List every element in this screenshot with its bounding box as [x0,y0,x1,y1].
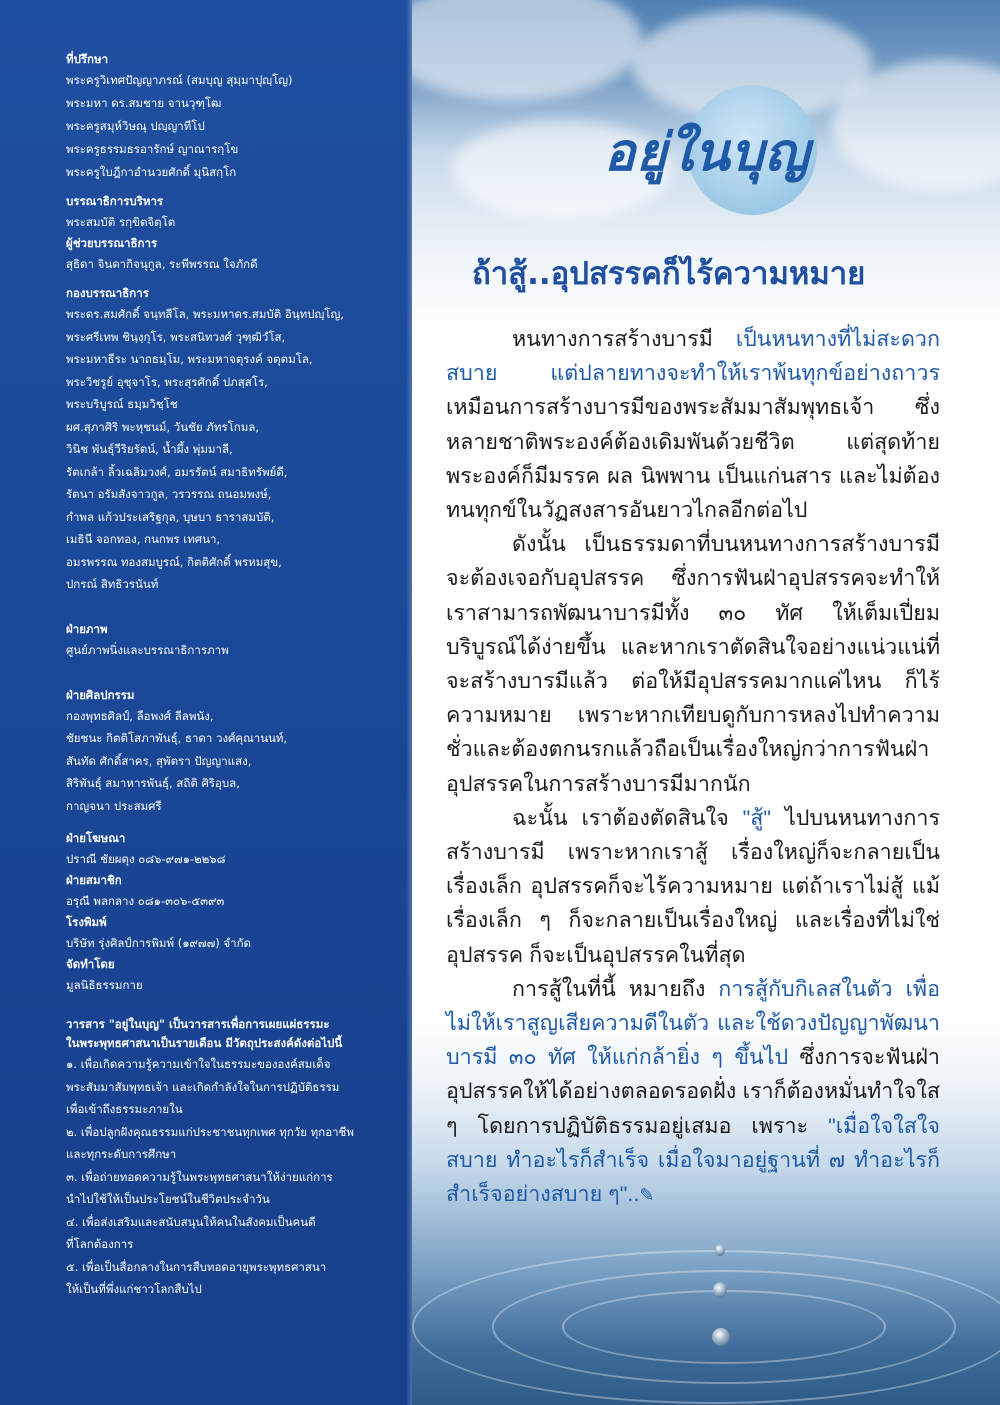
purpose-heading-2: ในพระพุทธศาสนาเป็นรายเดือน มีวัตถุประสงค์ดังต่อไปนี้ [66,1036,343,1050]
printer-heading: โรงพิมพ์ [66,915,107,929]
editorial-line: พระวิชรูย์ อุชุจาโร, พระสุรศักดิ์ ปภสฺสโร, [66,374,268,389]
art-line: กองพุทธศิลป์, ลือพงศ์ ลีลพนัง, [66,708,214,723]
water-drop-icon [713,1282,727,1298]
advisor-1: พระครูวิเทศปัญญาภรณ์ (สมบุญ สุมฺมาปุญฺโญ) [66,73,293,87]
paragraph-4 [446,972,940,1212]
article-body [446,322,940,1212]
water-drop-icon [715,1244,725,1256]
p2-text: ดังนั้น เป็นธรรมดาที่บนหนทางการสร้างบารมีจะต้องเจอกับอุปสรรค ซึ่งการฟันฝ่าอุปสรรคจะทำให้เราสามารถพัฒนาบารมีทั้ง ๓๐ ทัศ ให้เต็มเปี่ยมบริบูรณ์ได้ง่ายขึ้น และหากเราตัดสินใจอย่างแน่วแน่ที่จะสร้างบารมีแล้ว ต่อให้มีอุปสรรคมากแค่ไหน ก็ไร้ความหมาย เพราะหากเทียบดูกับการหลงไปทำความชั่วและต้องตกนรกแล้วถือเป็นเรื่องใหญ่กว่าการฟันฝ่าอุปสรรคในการสร้างบารมีมากนัก [446,532,940,796]
paragraph-2 [446,527,940,801]
printer: บริษัท รุ่งศิลป์การพิมพ์ (๑๙๗๗) จำกัด [66,936,251,950]
article-panel [412,0,1000,1405]
editorial-line: พระดร.สมศักดิ์ จนฺทสีโล, พระมหาดร.สมบัติ อินฺทปญฺโญ, [66,307,344,321]
editorial-line: กำพล แก้วประเสริฐกุล, บุษบา ธาราสมบัติ, [66,509,275,524]
art-line: สิริพันธุ์ สมาหารพันธุ์, สถิติ ศิริอุบล, [66,776,240,790]
members-contact: อรุณี พลกลาง ๐๘๑-๓๐๖-๕๓๙๓ [66,894,225,908]
editorial-line: รัตนา อรัมสังจาวกูล, วรวรรณ ถนอมพงษ์, [66,487,272,501]
p4-text: การสู้ในที่นี้ หมายถึง [512,976,719,1001]
editorial-line: พระบริบูรณ์ ธมฺมวิชฺโช [66,397,178,411]
purpose-line: พระสัมมาสัมพุทธเจ้า และเกิดกำลังใจในการปฏิบัติธรรม [66,1079,340,1094]
advisor-5: พระครูใบฎีกาอำนวยศักดิ์ มุนิสกฺโก [66,165,237,179]
water-ripple [412,1250,1000,1404]
p1-text: หนทางการสร้างบารมี [512,327,736,351]
advisor-2: พระมหา ดร.สมชาย จานวุฑฺโฒ [66,96,222,110]
editorial-line: วินิช พันธุ์วีริยรัตน์, น้ำผึ้ง พุ่มมาลี, [66,442,233,456]
photo-team: ศูนย์ภาพนิ่งและบรรณาธิการภาพ [66,642,229,657]
producer: มูลนิธิธรรมกาย [66,978,143,992]
magazine-logo: อยู่ในบุญ [604,122,810,183]
advisor-4: พระครูธรรมธรอารักษ์ ญาณารกฺโข [66,142,239,156]
p3-text-cont: ไปบนหนทางการสร้างบารมี เพราะหากเราสู้ เรื่องใหญ่ก็จะกลายเป็นเรื่องเล็ก อุปสรรคก็จะไร้ความหมาย แต่ถ้าเราไม่สู้ แม้เรื่องเล็ก ๆ ก็จะกลายเป็นเรื่องใหญ่ และเรื่องที่ไม่ใช่อุปสรรค ก็จะเป็นอุปสรรคในที่สุด [446,805,940,967]
purpose-line: นำไปใช้ให้เป็นประโยชน์ในชีวิตประจำวัน [66,1192,270,1206]
asst-editor-heading: ผู้ช่วยบรรณาธิการ [66,236,158,250]
exec-editor: พระสมบัติ รกฺขิตจิตฺโต [66,215,176,229]
purpose-line: ๓. เพื่อถ่ายทอดความรู้ในพระพุทธศาสนาให้ง่ายแก่การ [66,1169,333,1184]
ads-heading: ฝ่ายโฆษณา [66,831,126,845]
p1-highlight: เป็นหนทางที่ไม่สะดวกสบาย แต่ปลายทางจะทำให้เราพ้นทุกข์อย่างถาวร [446,327,940,386]
purpose-line: ๔. เพื่อส่งเสริมและสนับสนุนให้คนในสังคมเป็นคนดี [66,1214,316,1229]
art-line: กาญจนา ประสมศรี [66,798,162,813]
ads-contact: ปราณี ชัยผดุง ๐๘๖-๙๗๑-๒๒๖๘ [66,852,226,866]
exec-editor-heading: บรรณาธิการบริหาร [66,194,164,208]
editorial-line: ปกรณ์ สิทธิวรนันท์ [66,577,159,591]
editorial-line: ผศ.สุภาศิริ พะหุชนม์, วันชัย ภัทรโกมล, [66,419,260,434]
editorial-line: รัตเกล้า ลิ้วเฉลิมวงศ์, อมรรัตน์ สมาธิทรัพย์ดี, [66,464,288,479]
purpose-line: ที่โลกต้องการ [66,1237,134,1251]
art-line: ชัยชนะ กิตติโสภาพันธุ์, ธาดา วงศ์คุณานนท์, [66,731,288,745]
advisors-heading: ที่ปรึกษา [66,52,109,66]
p3-text: ฉะนั้น เราต้องตัดสินใจ [512,805,743,830]
editorial-line: พระมหาธีระ นาถธมฺโม, พระมหาจตุรงค์ จตุตมโล, [66,352,313,366]
purpose-line: ให้เป็นที่พึ่งแก่ชาวโลกสืบไป [66,1282,202,1296]
p4-highlight: การสู้กับกิเลสในตัว เพื่อไม่ให้เราสูญเสียความดีในตัว และใช้ดวงปัญญาพัฒนาบารมี ๓๐ ทัศ ให้แก่กล้ายิ่ง ๆ ขึ้นไป [446,976,940,1070]
paragraph-3 [446,801,940,972]
purpose-heading-1: วารสาร "อยู่ในบุญ" เป็นวารสารเพื่อการเผยแผ่ธรรมะ [66,1017,330,1031]
p1-text-cont: เหมือนการสร้างบารมีของพระสัมมาสัมพุทธเจ้า ซึ่งหลายชาติพระองค์ต้องเดิมพันด้วยชีวิต แต่สุดท้ายพระองค์ก็มีมรรค ผล นิพพาน เป็นแก่นสาร และไม่ต้องทนทุกข์ในวัฏสงสารอันยาวไกลอีกต่อไป [446,395,940,523]
masthead-sidebar [0,0,412,1405]
members-heading: ฝ่ายสมาชิก [66,873,122,887]
purpose-line: และทุกระดับการศึกษา [66,1147,177,1161]
photo-heading: ฝ่ายภาพ [66,621,108,636]
producer-heading: จัดทำโดย [66,957,115,971]
cloud-shape [412,0,642,100]
purpose-line: เพื่อเข้าถึงธรรมะภายใน [66,1102,183,1116]
p4-text-cont: ซึ่งการจะฟันฝ่าอุปสรรคให้ได้อย่างตลอดรอดฝั่ง เราก็ต้องหมั่นทำใจใส ๆ โดยการปฏิบัติธรรมอยู่เสมอ เพราะ [446,1045,940,1138]
art-line: สันทัด ศักดิ์สาคร, สุพัตรา ปัญญาแสง, [66,753,252,768]
article-title: ถ้าสู้..อุปสรรคก็ไร้ความหมาย [472,256,866,292]
asst-editor: สุธิดา จินดากิจนุกูล, ระพีพรรณ ใจภักดี [66,257,258,271]
advisor-3: พระครูสมุห์วิษณุ ปญฺญาทีโป [66,119,205,133]
editorial-line: เมธินี จอกทอง, กนกพร เทศนา, [66,532,221,546]
p4-ellipsis: .. [627,1182,640,1207]
purpose-line: ๒. เพื่อปลูกฝังคุณธรรมแก่ประชาชนทุกเพศ ทุกวัย ทุกอาชีพ [66,1124,354,1139]
art-heading: ฝ่ายศิลปกรรม [66,687,135,702]
editorial-line: อมรพรรณ ทองสมบูรณ์, กิตติศักดิ์ พรหมสุข, [66,554,282,569]
editorial-heading: กองบรรณาธิการ [66,286,149,300]
editorial-line: พระศรีเทพ ชินฺงฺกุโร, พระสนิทวงศ์ วุฑฺฒิวํโส, [66,329,286,344]
end-mark-icon: ✎ [639,1185,655,1206]
purpose-line: ๕. เพื่อเป็นสื่อกลางในการสืบทอดอายุพระพุทธศาสนา [66,1259,327,1274]
p3-highlight: "สู้" [742,805,772,830]
paragraph-1 [446,322,940,527]
water-drop-icon [712,1328,730,1346]
purpose-line: ๑. เพื่อเกิดความรู้ความเข้าใจในธรรมะขององค์สมเด็จ [66,1057,331,1071]
p4-quote: "เมื่อใจใสใจสบาย ทำอะไรก็สำเร็จ เมื่อใจมาอยู่ฐานที่ ๗ ทำอะไรก็สำเร็จอย่างสบาย ๆ" [446,1113,940,1207]
